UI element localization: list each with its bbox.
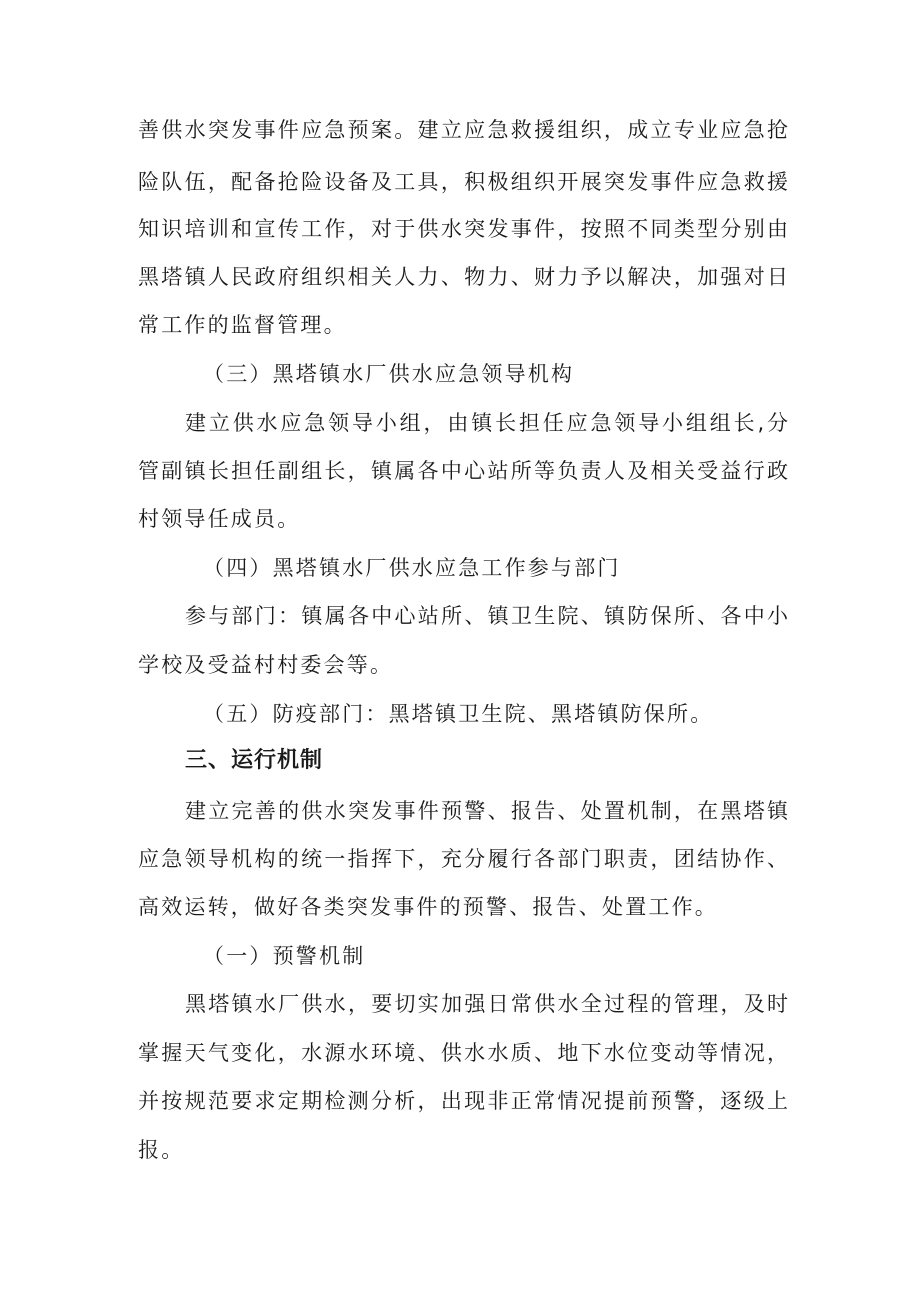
paragraph-line: 并按规范要求定期检测分析，出现非正常情况提前预警，逐级上 <box>138 1089 788 1113</box>
paragraph-line: 黑塔镇水厂供水，要切实加强日常供水全过程的管理，及时 <box>185 992 788 1016</box>
paragraph-line: 高效运转，做好各类突发事件的预警、报告、处置工作。 <box>138 895 718 919</box>
paragraph-line: 学校及受益村村委会等。 <box>138 653 394 677</box>
paragraph-line: 建立供水应急领导小组，由镇长担任应急领导小组组长,分 <box>185 411 788 435</box>
paragraph-line: 管副镇长担任副组长，镇属各中心站所等负责人及相关受益行政 <box>138 459 788 483</box>
paragraph-line: 险队伍，配备抢险设备及工具，积极组织开展突发事件应急救援 <box>138 170 788 194</box>
section-heading: 三、运行机制 <box>185 748 324 773</box>
paragraph-line: 参与部门：镇属各中心站所、镇卫生院、镇防保所、各中小 <box>185 604 788 628</box>
paragraph-line: 常工作的监督管理。 <box>138 313 347 337</box>
paragraph-line: 黑塔镇人民政府组织相关人力、物力、财力予以解决，加强对日 <box>138 265 788 289</box>
section-subheading: （四）黑塔镇水厂供水应急工作参与部门 <box>203 556 621 580</box>
paragraph-line: 报。 <box>138 1138 185 1162</box>
paragraph-line: 知识培训和宣传工作，对于供水突发事件，按照不同类型分别由 <box>138 217 788 241</box>
section-subheading: （三）黑塔镇水厂供水应急领导机构 <box>203 362 575 386</box>
paragraph-line: 掌握天气变化，水源水环境、供水水质、地下水位变动等情况， <box>138 1041 788 1065</box>
section-subheading: （五）防疫部门：黑塔镇卫生院、黑塔镇防保所。 <box>203 702 714 726</box>
paragraph-line: 应急领导机构的统一指挥下，充分履行各部门职责，团结协作、 <box>138 847 788 871</box>
paragraph-line: 建立完善的供水突发事件预警、报告、处置机制，在黑塔镇 <box>185 799 788 823</box>
paragraph-line: 村领导任成员。 <box>138 507 301 531</box>
section-subheading: （一）预警机制 <box>203 944 366 968</box>
paragraph-line: 善供水突发事件应急预案。建立应急救援组织，成立专业应急抢 <box>138 118 788 142</box>
